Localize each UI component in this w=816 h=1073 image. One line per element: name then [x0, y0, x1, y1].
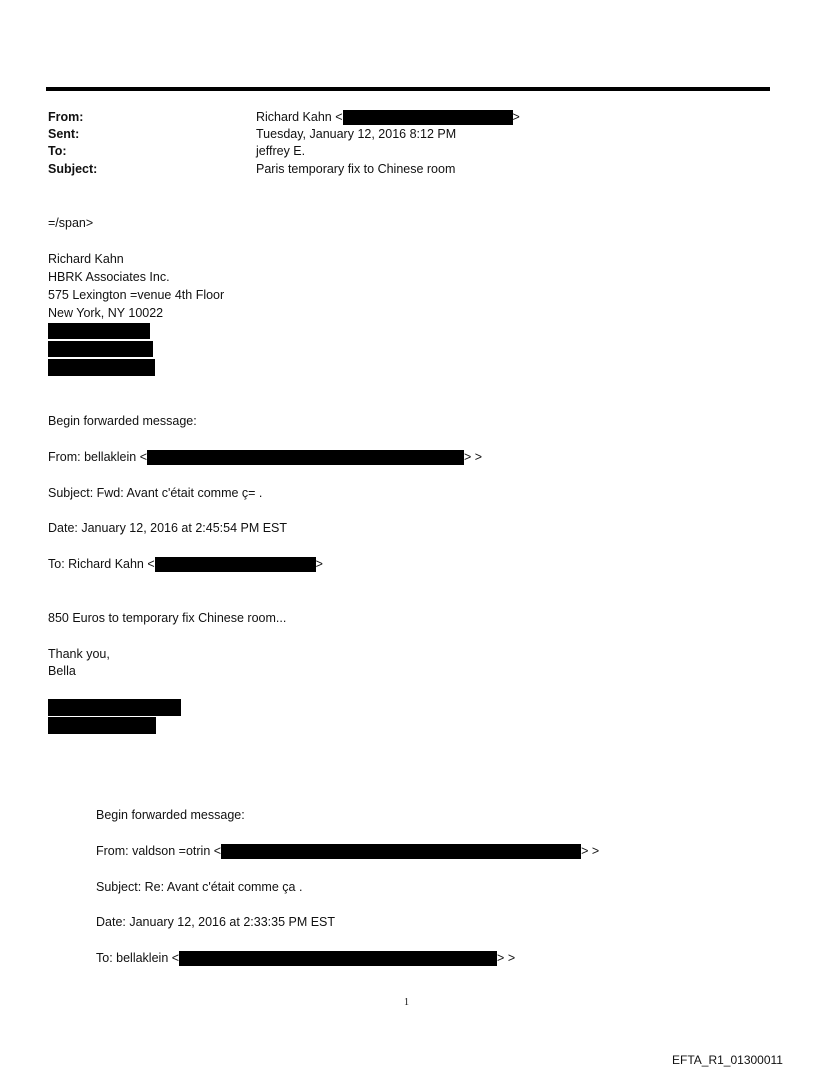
redaction [147, 450, 464, 465]
from-value [256, 109, 520, 126]
signature-line: New York, NY 10022 [48, 306, 164, 320]
fwd2-from [96, 843, 599, 860]
sent-value: Tuesday, January 12, 2016 8:12 PM [256, 127, 457, 141]
redaction [179, 951, 497, 966]
redaction [48, 699, 181, 716]
from-prefix: Richard Kahn < [256, 110, 343, 124]
fwd2-begin: Begin forwarded message: [96, 808, 245, 822]
redaction [48, 341, 153, 357]
fwd1-subject: Subject: Fwd: Avant c'était comme ç= . [48, 486, 263, 500]
fwd2-from-prefix: From: valdson =otrin < [96, 844, 222, 858]
from-suffix: > [512, 110, 520, 124]
to-label: To: [48, 144, 67, 158]
redaction [155, 557, 316, 572]
page-number: 1 [404, 997, 409, 1008]
fwd2-to-prefix: To: bellaklein < [96, 951, 180, 965]
fwd1-to-prefix: To: Richard Kahn < [48, 557, 155, 571]
redaction [48, 717, 156, 734]
signature-line: Richard Kahn [48, 252, 124, 266]
fwd1-to [48, 556, 323, 573]
subject-label: Subject: [48, 162, 98, 176]
fwd2-to [96, 950, 515, 967]
redaction [48, 359, 155, 376]
fwd1-from-prefix: From: bellaklein < [48, 450, 147, 464]
fwd2-date: Date: January 12, 2016 at 2:33:35 PM EST [96, 915, 336, 929]
fwd1-to-suffix: > [315, 557, 323, 571]
fwd1-begin: Begin forwarded message: [48, 414, 197, 428]
fwd1-from-suffix: > > [464, 450, 483, 464]
fwd1-from [48, 449, 482, 466]
fwd2-subject: Subject: Re: Avant c'était comme ça . [96, 880, 303, 894]
closing-signoff: Bella [48, 664, 76, 678]
redaction [48, 323, 150, 339]
bates-number: EFTA_R1_01300011 [672, 1053, 783, 1067]
message-text: 850 Euros to temporary fix Chinese room... [48, 611, 287, 625]
fwd2-to-suffix: > > [497, 951, 516, 965]
signature-line: HBRK Associates Inc. [48, 270, 170, 284]
span-artifact: =/span> [48, 216, 94, 230]
signature-line: 575 Lexington =venue 4th Floor [48, 288, 225, 302]
from-label: From: [48, 110, 84, 124]
fwd1-date: Date: January 12, 2016 at 2:45:54 PM EST [48, 521, 288, 535]
closing-line: Thank you, [48, 647, 110, 661]
redaction [343, 110, 513, 125]
header-rule [46, 87, 770, 91]
redaction [221, 844, 581, 859]
subject-value: Paris temporary fix to Chinese room [256, 162, 456, 176]
fwd2-from-suffix: > > [581, 844, 600, 858]
to-value: jeffrey E. [256, 144, 306, 158]
sent-label: Sent: [48, 127, 80, 141]
